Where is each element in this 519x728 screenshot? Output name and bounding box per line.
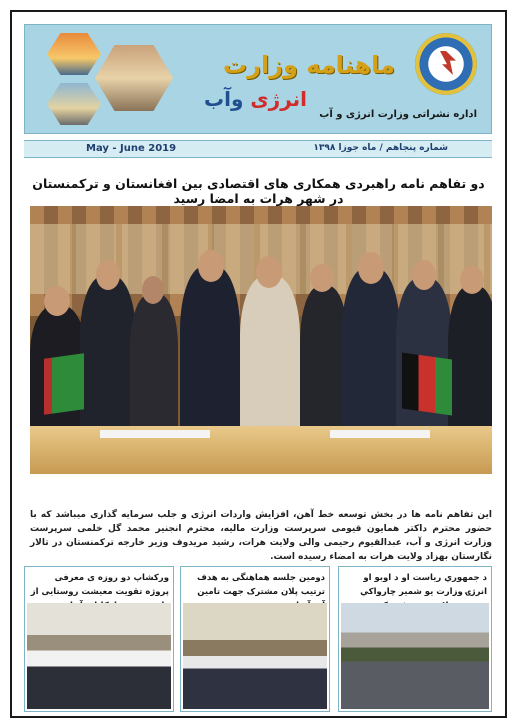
afghanistan-flag — [402, 352, 452, 415]
article-title[interactable]: دومین جلسه هماهنگی به هدف ترتیب پلان مشترک جهت تامین — [197, 573, 325, 597]
issue-bar — [24, 140, 492, 158]
dam-photo — [95, 45, 173, 111]
issue-date: May - June 2019 — [86, 143, 177, 154]
article-title[interactable]: ورکشاپ دو روزه ی معرفی پروژه تقویت معیشت روستایی از — [30, 573, 169, 597]
article-card-panjshir-visit[interactable] — [338, 566, 492, 712]
power-tower-photo — [47, 33, 101, 75]
masthead — [24, 24, 492, 134]
reservoir-photo — [47, 83, 101, 125]
signing-ceremony-photo — [30, 206, 492, 474]
main-headline: دو تفاهم نامه راهبردی همکاری های اقتصادی بین افغانستان و ترکمنستان در شهر هرات به امضا رسید — [32, 176, 485, 206]
ministry-name-energy: انرژی — [250, 87, 307, 111]
magazine-title: ماهنامه وزارت — [223, 51, 395, 79]
publisher-line: اداره نشراتی وزارت انرژی و آب — [319, 109, 477, 120]
article-card-workshop[interactable] — [24, 566, 174, 712]
ministry-name — [204, 87, 307, 111]
ministry-logo — [415, 33, 477, 95]
turkmenistan-flag — [44, 353, 84, 415]
article-photo — [183, 603, 327, 709]
article-photo — [27, 603, 171, 709]
ministry-name-water: وآب — [203, 87, 251, 111]
article-card-meeting[interactable] — [180, 566, 330, 712]
article-title[interactable]: د جمهوري رياست او د اوبو او انرژۍ وزارت يو شمير چارواکي — [360, 573, 487, 597]
article-photo — [341, 603, 489, 709]
photo-caption: این تفاهم نامه ها در بخش توسعه خط آهن، افزایش واردات انرژی و جلب سرمایه گذاری میباشد که با حضور محترم داکتر همایون قیومی سرپرست وزارت مالیه، محترم انجنیر محمد گل خلمی سرپرست وزارت انرژی و آب، عبدالقیوم رحیمی والی ولایت هرات، رشید مریدوف وزیر خارجه ترکمنستان در تالار نگارستان بهزاد ولایت هرات به امضاء رسیده است. — [30, 510, 492, 562]
issue-number: شماره پنجاهم / ماه جوزا ۱۳۹۸ — [313, 143, 448, 153]
